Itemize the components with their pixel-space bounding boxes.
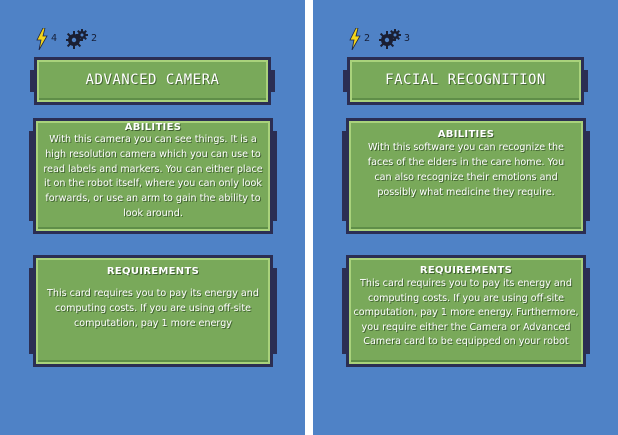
card-cost: [349, 28, 410, 50]
abilities-panel: [33, 118, 273, 234]
card-title-banner: [34, 57, 271, 105]
abilities-heading: ABILITIES: [437, 129, 495, 140]
requirements-text: This card requires you to pay its energy and computing costs. If you are using off-site computation, pay 1 more energy: [47, 288, 259, 329]
lightning-bolt-icon: [36, 28, 48, 50]
requirements-heading: REQUIREMENTS: [419, 265, 513, 276]
abilities-panel: [346, 118, 586, 234]
card-title: ADVANCED CAMERA: [85, 72, 220, 88]
gears-icon: [379, 29, 401, 49]
requirements-heading: REQUIREMENTS: [106, 266, 200, 277]
lightning-bolt-icon: [349, 28, 361, 50]
card-title-banner: [347, 57, 584, 105]
card-cost: [36, 28, 97, 50]
card-facial-recognition[interactable]: [313, 0, 618, 435]
abilities-heading: ABILITIES: [124, 122, 182, 133]
energy-cost: 4: [51, 33, 58, 44]
computing-cost: 2: [91, 33, 98, 44]
requirements-panel: [346, 255, 586, 367]
abilities-text: With this software you can recognize the faces of the elders in the care home. You can also recognize their emotions and possibly what medicine they require.: [367, 142, 565, 198]
card-advanced-camera[interactable]: [0, 0, 305, 435]
computing-cost: 3: [404, 33, 411, 44]
requirements-panel: [33, 255, 273, 367]
abilities-text: With this camera you can see things. It is a high resolution camera which you can use to read labels and markers. You can either place it on the robot itself, where you can only look forwards, or use an arm to gain the ability to look around.: [43, 134, 263, 219]
energy-cost: 2: [364, 33, 371, 44]
card-title: FACIAL RECOGNITION: [385, 72, 546, 88]
gears-icon: [66, 29, 88, 49]
requirements-text: This card requires you to pay its energy and computing costs. If you are using off-site computation, pay 1 more energy. Furthermore, you require either the Camera or Advanced Camera card to be equipped on your robot: [353, 278, 579, 348]
